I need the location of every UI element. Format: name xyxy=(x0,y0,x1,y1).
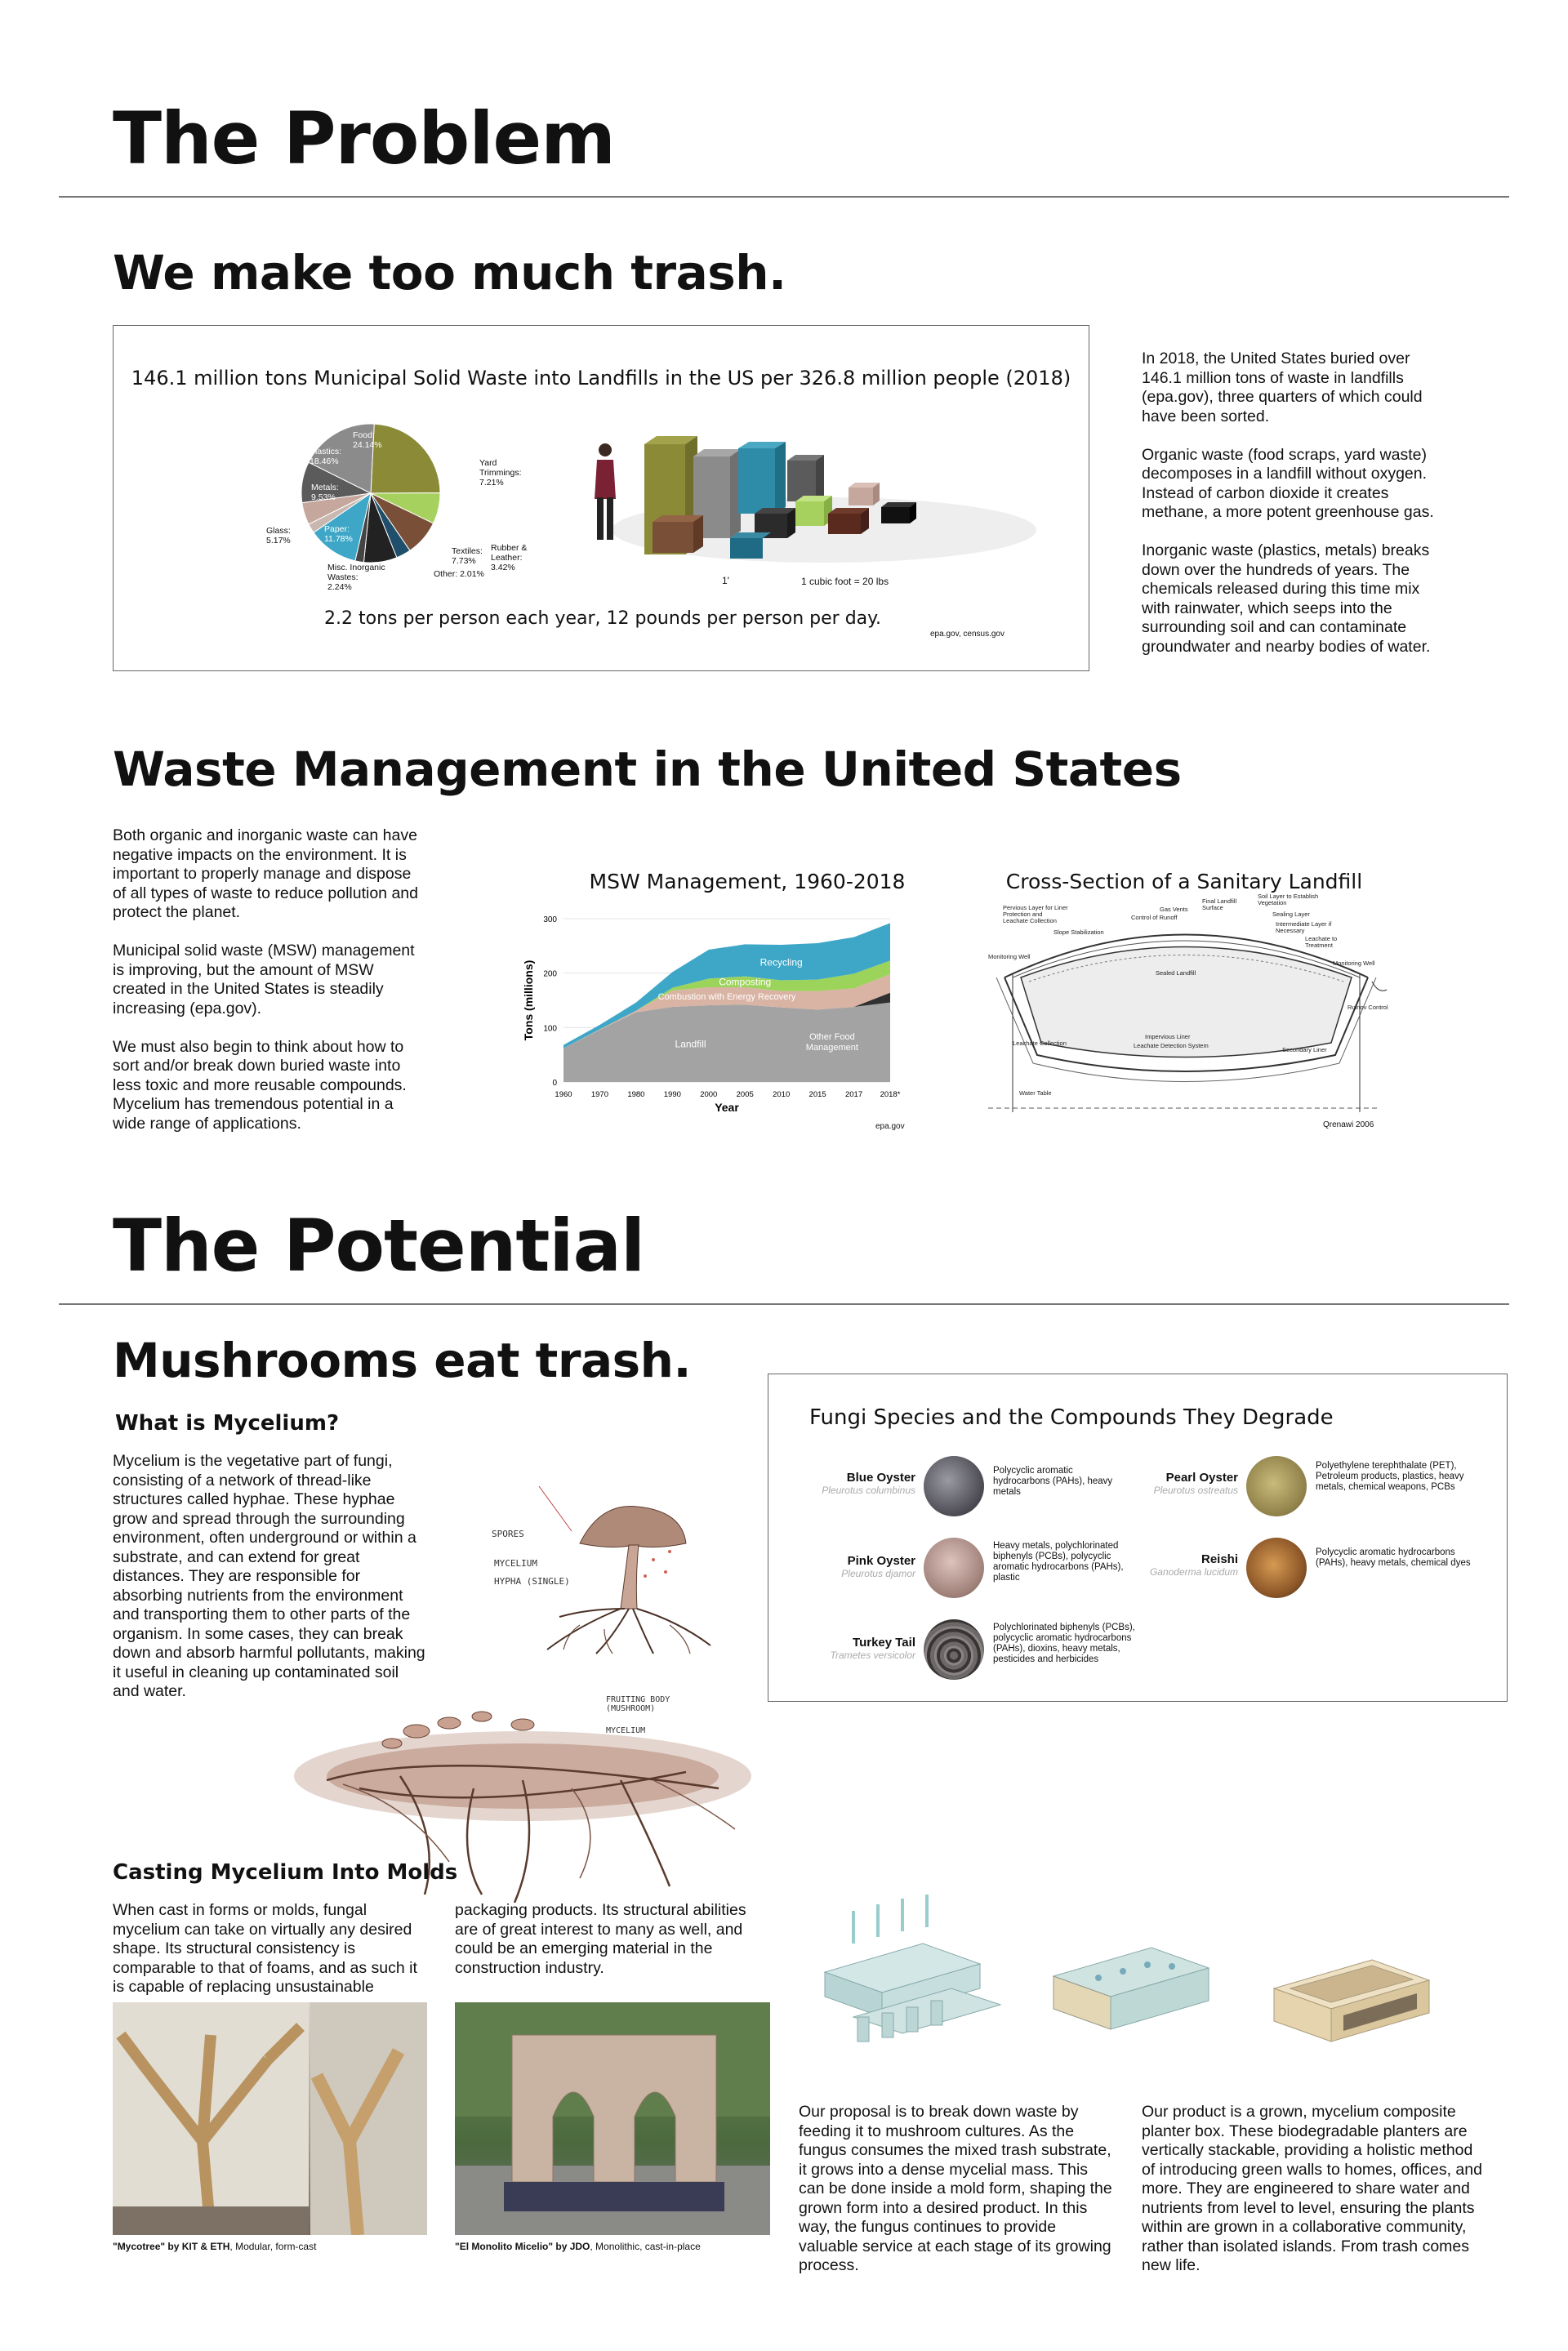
reishi-photo xyxy=(1246,1538,1307,1598)
msw-chart-svg xyxy=(514,902,939,1139)
product-text: Our product is a grown, mycelium composite planter box. These biodegradable planters are vertically stackable, providing a holistic method of introducing green walls to homes, offices, and more. They are engineered to share water and nutrients from level to level, ensuring the plants within are grown in a collaborative community, rather than isolated islands. From trash comes new life. xyxy=(1142,2103,1482,2274)
label-control-runoff: Control of Runoff xyxy=(1131,914,1178,921)
label-slope-stabilization: Slope Stabilization xyxy=(1054,928,1104,936)
pie-label-misc: Misc. Inorganic Wastes: 2.24% xyxy=(327,563,385,592)
label-gas-vents: Gas Vents xyxy=(1160,906,1188,913)
fungi-latin: Ganoderma lucidum xyxy=(1149,1566,1238,1578)
per-person-stat: 2.2 tons per person each year, 12 pounds per person per day. xyxy=(324,608,882,629)
cube-paper xyxy=(738,442,786,514)
label-secondary-liner: Secondary Liner xyxy=(1282,1046,1327,1053)
pie-label-wood: Wood: 8.32% xyxy=(448,488,474,507)
potential-subheading: Mushrooms eat trash. xyxy=(113,1333,691,1388)
cube-legend-note: 1 cubic foot = 20 lbs xyxy=(801,576,889,587)
label-final-surface: Final Landfill Surface xyxy=(1202,897,1237,911)
label-impervious-liner: Impervious Liner xyxy=(1145,1033,1191,1040)
y-tick-label: 0 xyxy=(552,1079,557,1088)
landfill-source: Qrenawi 2006 xyxy=(1323,1120,1374,1129)
fungi-panel-title: Fungi Species and the Compounds They Degrade xyxy=(809,1405,1334,1430)
fungi-item-reishi xyxy=(1128,1538,1503,1603)
fungi-latin: Pleurotus djamor xyxy=(841,1568,915,1579)
label-monitoring-well-right: Monitoring Well xyxy=(1333,960,1375,967)
label-leachate-treatment: Leachate to Treatment xyxy=(1305,935,1338,949)
fungi-item-turkey-tail xyxy=(793,1619,1136,1685)
monolito-caption: "El Monolito Micelio" by JDO, Monolithic, cast-in-place xyxy=(455,2241,701,2252)
x-tick-label: 2018* xyxy=(880,1090,901,1099)
casting-text-col-2: packaging products. Its structural abilities are of great interest to many as well, and could be an emerging material in the construction industry. xyxy=(455,1901,746,1977)
pearl-oyster-photo xyxy=(1246,1456,1307,1516)
label-monitoring-well-left: Monitoring Well xyxy=(988,953,1031,960)
label-soil-layer: Soil Layer to Establish Vegetation xyxy=(1258,893,1319,906)
mold-assembly xyxy=(825,1895,1000,2042)
x-tick-label: 1960 xyxy=(555,1090,572,1099)
pie-label-yard: Yard Trimmings: 7.21% xyxy=(479,458,522,488)
cube-yard xyxy=(795,496,832,526)
label-sealed-landfill: Sealed Landfill xyxy=(1156,969,1196,977)
fungi-name: Blue Oyster xyxy=(846,1471,915,1485)
fungi-item-pink-oyster xyxy=(793,1538,1124,1603)
fungi-item-blue-oyster xyxy=(793,1456,1120,1521)
label-sealing-layer: Sealing Layer xyxy=(1272,911,1310,918)
cube-misc xyxy=(881,502,916,523)
x-tick-label: 2010 xyxy=(773,1090,791,1099)
sketch-label-spores: SPORES xyxy=(492,1529,524,1539)
fungi-compounds: Polycyclic aromatic hydrocarbons (PAHs), heavy metals, chemical dyes xyxy=(1316,1547,1471,1568)
msw-chart xyxy=(514,866,939,1135)
x-tick-label: 2017 xyxy=(844,1090,863,1099)
fungi-compounds: Polychlorinated biphenyls (PCBs), polycyclic aromatic hydrocarbons (PAHs), dioxins, heavy metals, pesticides and herbicides xyxy=(993,1623,1135,1664)
fungi-latin: Trametes versicolor xyxy=(830,1650,915,1661)
waste-infographic-panel xyxy=(113,325,1089,671)
series-label: Composting xyxy=(719,976,772,988)
what-is-mycelium-title: What is Mycelium? xyxy=(115,1411,340,1436)
y-tick-label: 200 xyxy=(543,969,557,979)
section-divider xyxy=(59,196,1509,198)
sketch-label-mycelium: MYCELIUM xyxy=(494,1558,537,1569)
sketch-label-mycelium-2: MYCELIUM xyxy=(606,1726,646,1735)
cube-glass xyxy=(828,508,869,534)
mycotree-caption: "Mycotree" by KIT & ETH, Modular, form-cast xyxy=(113,2241,317,2252)
pie-label-paper: Paper: 11.78% xyxy=(324,524,353,544)
mycotree-photo xyxy=(113,2002,427,2235)
planter-mold-sequence xyxy=(808,1895,1511,2066)
x-tick-label: 1990 xyxy=(663,1090,681,1099)
landfill-title: Cross-Section of a Sanitary Landfill xyxy=(1005,870,1363,893)
mold-filled xyxy=(1054,1948,1209,2029)
pie-label-food: Food: 24.14% xyxy=(353,430,382,450)
x-tick-label: 2015 xyxy=(808,1090,826,1099)
cube-metals xyxy=(787,455,824,501)
scale-marker: 1' xyxy=(722,575,729,586)
turkey-tail-photo xyxy=(924,1619,984,1680)
problem-side-text: In 2018, the United States buried over 146.1 million tons of waste in landfills (epa.gov), three quarters of which could have been sorted. Organic waste (food scraps, yard waste) decomposes in a landfill without oxygen. Instead of carbon dioxide it creates methane, a more potent greenhouse gas. Inorganic waste (plastics, metals) breaks down over the hundreds of years. The chemicals released during this time mix with rainwater, which seeps into the surrounding soil and can contaminate groundwater and nearby bodies of water. xyxy=(1142,350,1434,656)
fungi-compounds: Polycyclic aromatic hydrocarbons (PAHs), heavy metals xyxy=(993,1466,1113,1497)
pie-label-textiles: Textiles: 7.73% xyxy=(452,546,483,566)
casting-text-col-1: When cast in forms or molds, fungal mycelium can take on virtually any desired shape. Its structural consistency is comparable to that of foams, and as such it is capable of replacing unsustainable xyxy=(113,1901,417,1996)
x-tick-label: 2000 xyxy=(700,1090,718,1099)
fungi-species-panel xyxy=(768,1374,1508,1702)
msw-chart-source: epa.gov xyxy=(875,1122,905,1131)
casting-title: Casting Mycelium Into Molds xyxy=(113,1860,458,1885)
problem-heading: The Problem xyxy=(113,96,615,180)
blue-oyster-photo xyxy=(924,1456,984,1516)
y-tick-label: 300 xyxy=(543,915,557,924)
infographic-source: epa.gov, census.gov xyxy=(930,630,1004,639)
series-label: Other Food xyxy=(809,1032,855,1042)
series-label: Recycling xyxy=(760,956,803,968)
series-label: Combustion with Energy Recovery xyxy=(657,991,796,1002)
series-label: Landfill xyxy=(675,1038,706,1050)
y-axis-label: Tons (millions) xyxy=(522,960,535,1041)
x-tick-label: 1970 xyxy=(590,1090,609,1099)
sketch-label-hypha: HYPHA (SINGLE) xyxy=(494,1576,570,1587)
potential-heading: The Potential xyxy=(113,1204,645,1288)
person-silhouette xyxy=(595,443,616,540)
msw-chart-title: MSW Management, 1960-2018 xyxy=(589,870,906,893)
label-leachate-detection: Leachate Detection System xyxy=(1134,1042,1209,1049)
fungi-name: Turkey Tail xyxy=(853,1636,915,1650)
grown-planter xyxy=(1274,1960,1429,2042)
pie-label-metals: Metals: 9.53% xyxy=(311,483,339,502)
pie-label-rubber: Rubber & Leather: 3.42% xyxy=(491,543,528,572)
fungi-name: Reishi xyxy=(1200,1552,1238,1566)
problem-subheading: We make too much trash. xyxy=(113,245,786,301)
label-water-table: Water Table xyxy=(1019,1089,1052,1097)
mushroom-sketch-illustration xyxy=(490,1486,760,1658)
sketch-label-fruiting-body: FRUITING BODY (MUSHROOM) xyxy=(606,1695,670,1713)
x-axis-label: Year xyxy=(715,1101,739,1114)
what-is-mycelium-text: Mycelium is the vegetative part of fungi, consisting of a network of thread-like structures called hyphae. These hyphae grow and spread through the surrounding environment, often underground or within a substrate, and can extend for great distances. They are responsible for absorbing nutrients from the environment and transporting them to other parts of the organism. In some cases, they can break down and absorb harmful pollutants, making it useful in cleaning up contaminated soil and water. xyxy=(113,1452,425,1700)
cube-wood xyxy=(653,515,703,553)
y-tick-label: 100 xyxy=(543,1024,557,1034)
cube-rubber xyxy=(849,483,880,505)
x-tick-label: 2005 xyxy=(736,1090,754,1099)
label-pervious-layer: Pervious Layer for Liner Protection and Leachate Collection xyxy=(1003,904,1068,924)
landfill-labels xyxy=(988,893,1388,1129)
monolito-photo xyxy=(455,2002,770,2235)
series-label: Management xyxy=(805,1043,858,1053)
waste-heading: Waste Management in the United States xyxy=(113,741,1182,797)
label-runoff-control: Ruinov Control xyxy=(1348,1004,1388,1011)
fungi-item-pearl-oyster xyxy=(1128,1456,1503,1521)
infographic-title: 146.1 million tons Municipal Solid Waste into Landfills in the US per 326.8 million people (2018) xyxy=(131,367,1071,390)
waste-text: Both organic and inorganic waste can have negative impacts on the environment. It is important to properly manage and dispose of all types of waste to reduce pollution and protect the planet. Municipal solid waste (MSW) management is improving, but the amount of MSW created in the United States is steadily increasing (epa.gov). We must also begin to think about how to sort and/or break down buried waste into less toxic and more reusable compounds. Mycelium has tremendous potential in a wide range of applications. xyxy=(113,826,418,1133)
pie-label-glass: Glass: 5.17% xyxy=(266,526,291,545)
pink-oyster-photo xyxy=(924,1538,984,1598)
waste-volume-cubes xyxy=(579,424,1036,587)
landfill-diagram xyxy=(988,866,1388,1135)
label-intermediate-layer: Intermediate Layer if Necessary xyxy=(1276,920,1332,934)
fungi-name: Pearl Oyster xyxy=(1165,1471,1238,1485)
label-leachate-collection: Leachate Collection xyxy=(1013,1040,1067,1047)
fungi-latin: Pleurotus columbinus xyxy=(822,1485,915,1496)
fungi-compounds: Polyethylene terephthalate (PET), Petroleum products, plastics, heavy metals, chemical weapons, PCBs xyxy=(1316,1461,1464,1492)
pie-label-plastics: Plastics: 18.46% xyxy=(310,447,342,466)
pie-label-other: Other: 2.01% xyxy=(434,569,484,579)
section-divider-2 xyxy=(59,1303,1509,1305)
fungi-latin: Pleurotus ostreatus xyxy=(1153,1485,1238,1496)
fungi-compounds: Heavy metals, polychlorinated biphenyls (PCBs), polycyclic aromatic hydrocarbons (PAHs), plastic xyxy=(993,1541,1124,1583)
fungi-name: Pink Oyster xyxy=(847,1554,915,1568)
x-tick-label: 1980 xyxy=(627,1090,645,1099)
proposal-text: Our proposal is to break down waste by feeding it to mushroom cultures. As the fungus consumes the mixed trash substrate, it grows into a dense mycelial mass. This can be done inside a mold form, shaping the grown form into a desired product. In this way, the fungus continues to provide valuable service at each stage of its growing process. xyxy=(799,2103,1112,2274)
